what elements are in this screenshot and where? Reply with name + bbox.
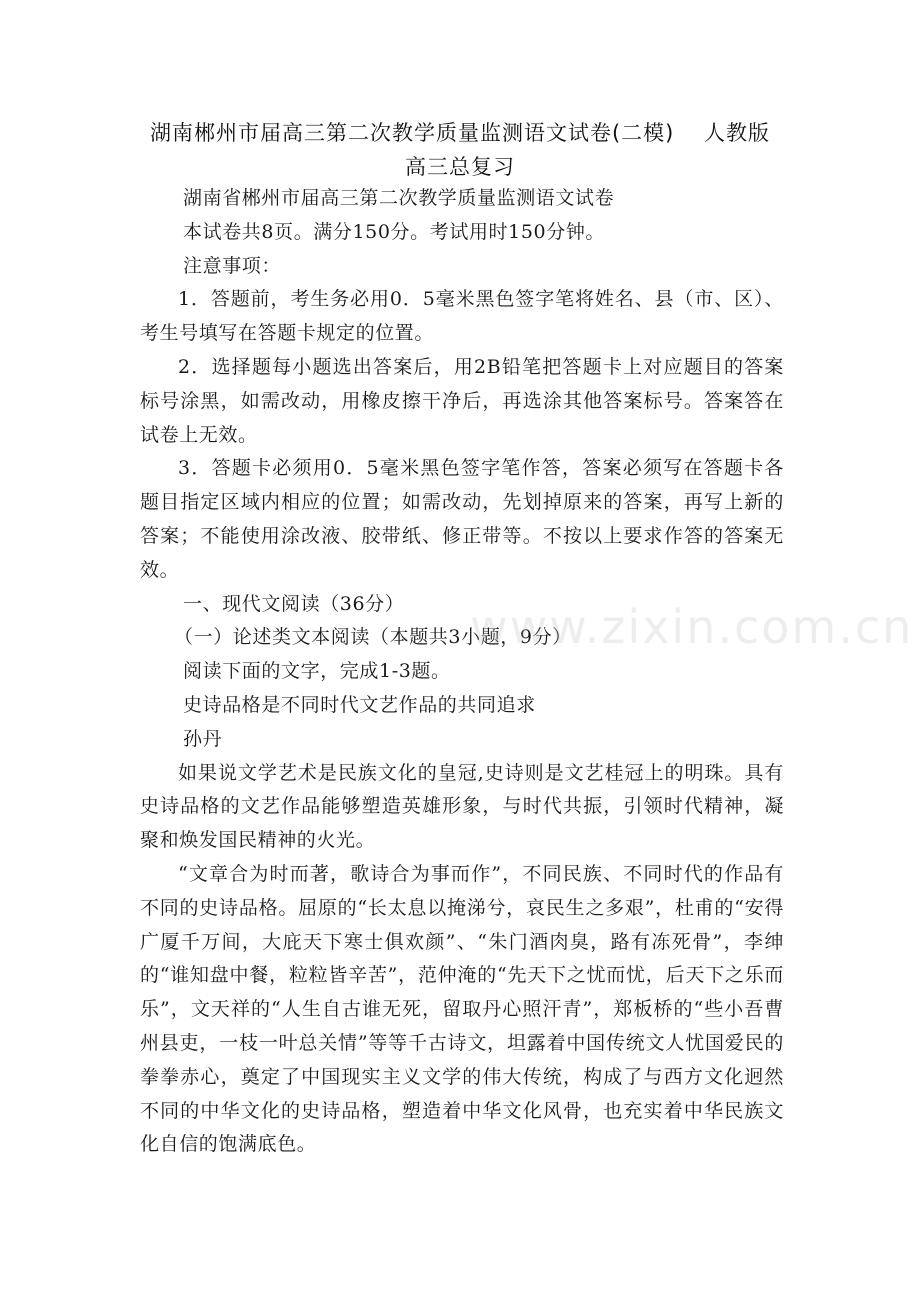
exam-name-line: 湖南省郴州市届高三第二次教学质量监测语文试卷 [183, 187, 615, 209]
article-paragraph-1: 如果说文学艺术是民族文化的皇冠,史诗则是文艺桂冠上的明珠。具有史诗品格的文艺作品能够塑造英雄形象，与时代共振，引领时代精神，凝聚和焕发国民精神的火光。 [140, 761, 784, 852]
section-heading: 一、现代文阅读（36分） [183, 592, 405, 615]
article-author: 孙丹 [183, 727, 223, 750]
exam-info-line: 本试卷共8页。满分150分。考试用时150分钟。 [183, 220, 606, 243]
document-body [140, 182, 784, 1162]
subsection-heading: （一）论述类文本阅读（本题共3小题，9分） [174, 626, 572, 649]
reading-instruction: 阅读下面的文字，完成1-3题。 [183, 660, 451, 683]
notice-item-3: 3．答题卡必须用0．5毫米黑色签字笔作答，答案必须写在答题卡各题目指定区域内相应的位置；如需改动，先划掉原来的答案，再写上新的答案；不能使用涂改液、胶带纸、修正带等。不按以上要求作答的答案无效。 [140, 457, 784, 581]
article-paragraph-2: “文章合为时而著，歌诗合为事而作”，不同民族、不同时代的作品有不同的史诗品格。屈原的“长太息以掩涕兮，哀民生之多艰”，杜甫的“安得广厦千万间，大庇天下寒士俱欢颜”、“朱门酒肉臭，路有冻死骨”，李绅的“谁知盘中餐，粒粒皆辛苦”，范仲淹的“先天下之忧而忧，后天下之乐而乐”，文天祥的“人生自古谁无死，留取丹心照汗青”，郑板桥的“些小吾曹州县吏，一枝一叶总关情”等等千古诗文，坦露着中国传统文人忧国爱民的拳拳赤心，奠定了中国现实主义文学的伟大传统，构成了与西方文化迥然不同的中华文化的史诗品格，塑造着中华文化风骨，也充实着中华民族文化自信的饱满底色。 [140, 862, 784, 1156]
notice-item-1: 1．答题前，考生务必用0．5毫米黑色签字笔将姓名、县（市、区）、考生号填写在答题卡规定的位置。 [140, 288, 784, 345]
document-title: 湖南郴州市届高三第二次教学质量监测语文试卷(二模) 人教版高三总复习 [149, 121, 771, 179]
notice-item-2: 2．选择题每小题选出答案后，用2B铅笔把答题卡上对应题目的答案标号涂黑，如需改动，用橡皮擦干净后，再选涂其他答案标号。答案答在试卷上无效。 [140, 355, 784, 446]
watermark: www.zixin.com.cn [470, 600, 914, 654]
article-title: 史诗品格是不同时代文艺作品的共同追求 [183, 693, 536, 716]
notice-heading: 注意事项： [183, 254, 282, 277]
